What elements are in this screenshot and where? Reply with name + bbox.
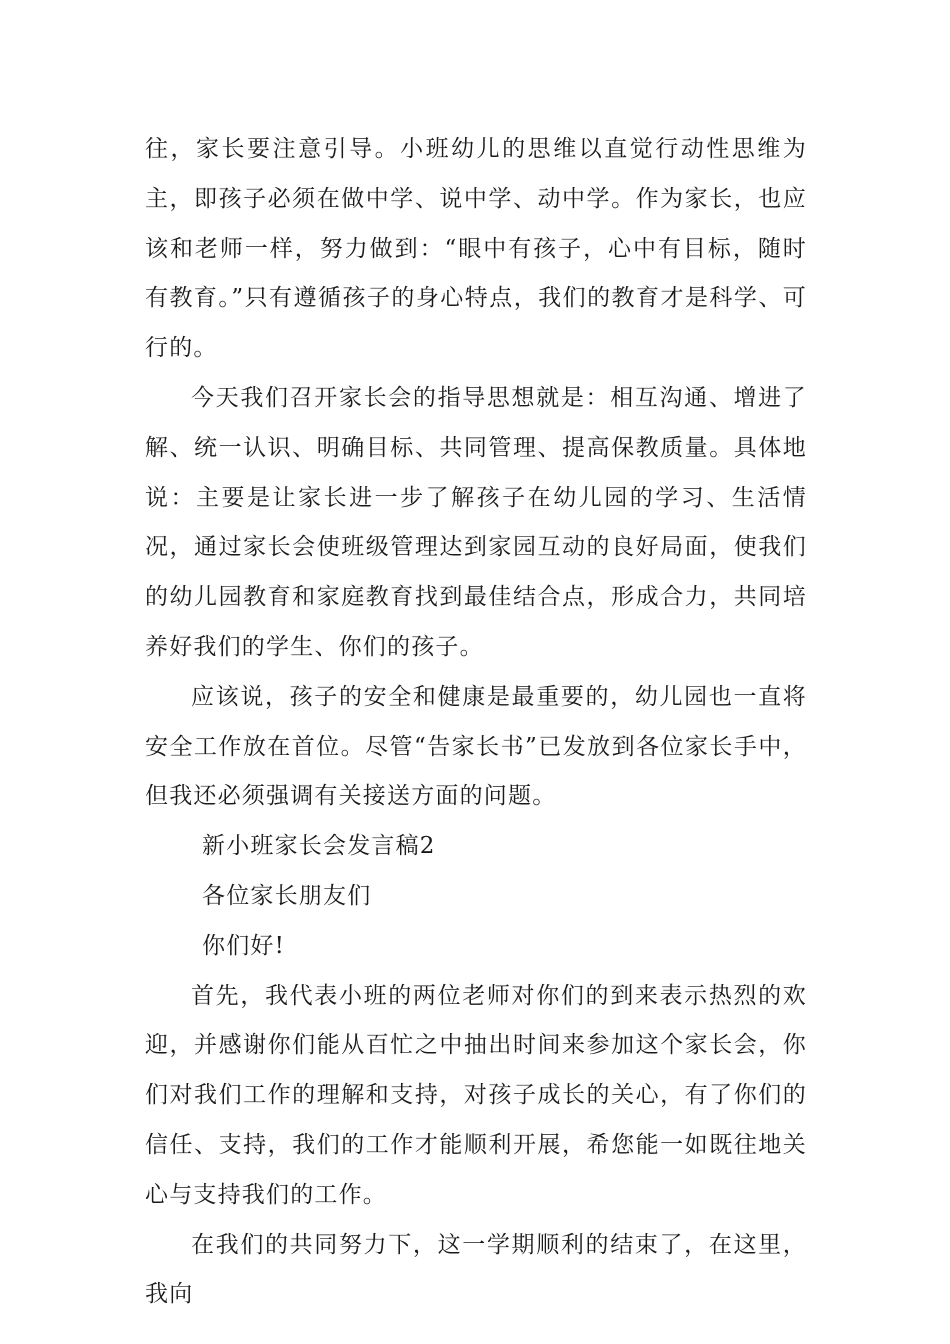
- section-title: 新小班家长会发言稿2: [202, 833, 436, 860]
- paragraph-1: 往，家长要注意引导。小班幼儿的思维以直觉行动性思维为主，即孩子必须在做中学、说中学、动中学。作为家长，也应该和老师一样，努力做到：“眼中有孩子，心中有目标，随时有教育。”只有遵循孩子的身心特点，我们的教育才是科学、可行的。: [145, 136, 807, 362]
- paragraph-4: 首先，我代表小班的两位老师对你们的到来表示热烈的欢迎，并感谢你们能从百忙之中抽出时间来参加这个家长会，你们对我们工作的理解和支持，对孩子成长的关心，有了你们的信任、支持，我们的工作才能顺利开展，希您能一如既往地关心与支持我们的工作。: [145, 982, 807, 1208]
- salutation: 各位家长朋友们: [202, 882, 372, 909]
- paragraph-5: 在我们的共同努力下，这一学期顺利的结束了，在这里，我向: [145, 1231, 807, 1308]
- document-page: [145, 125, 807, 1320]
- paragraph-2: 今天我们召开家长会的指导思想就是：相互沟通、增进了解、统一认识、明确目标、共同管理、提高保教质量。具体地说：主要是让家长进一步了解孩子在幼儿园的学习、生活情况，通过家长会使班级管理达到家园互动的良好局面，使我们的幼儿园教育和家庭教育找到最佳结合点，形成合力，共同培养好我们的学生、你们的孩子。: [145, 384, 807, 660]
- greeting: 你们好!: [202, 932, 286, 959]
- paragraph-3: 应该说，孩子的安全和健康是最重要的，幼儿园也一直将安全工作放在首位。尽管“告家长书”已发放到各位家长手中，但我还必须强调有关接送方面的问题。: [145, 683, 807, 810]
